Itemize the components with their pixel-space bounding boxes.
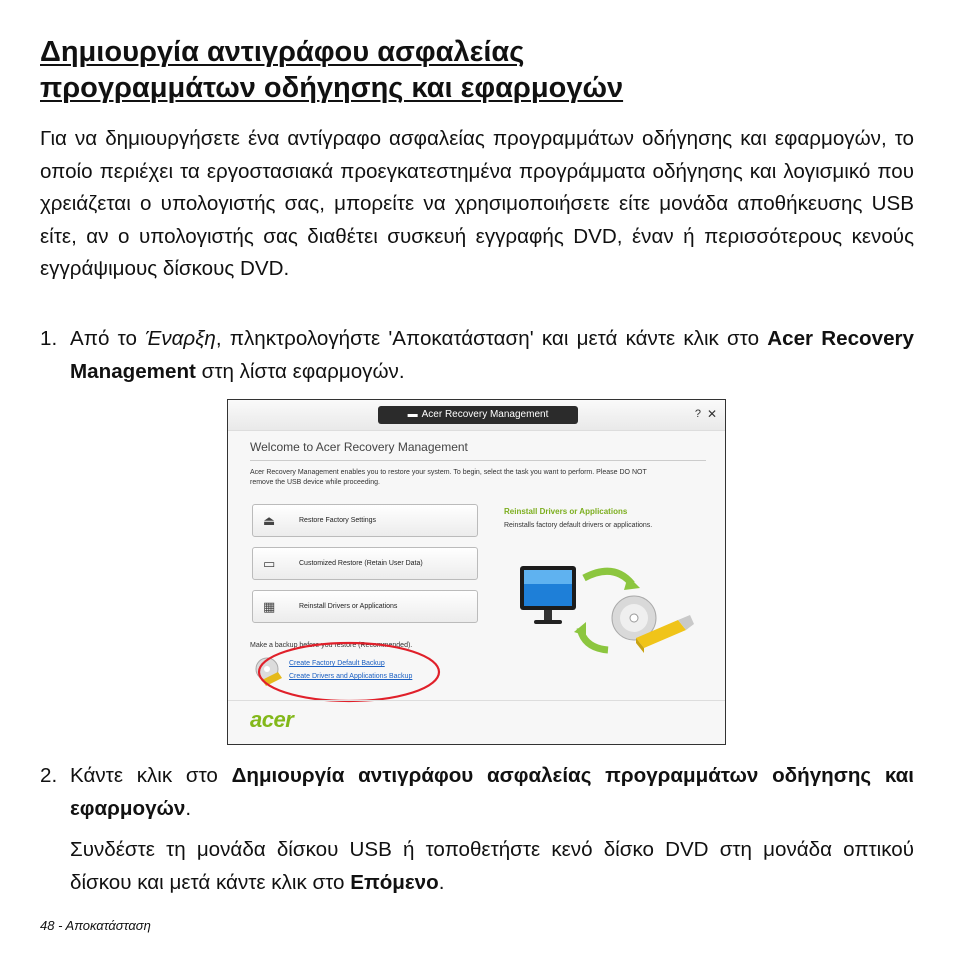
step-2b-pre: Συνδέστε τη μονάδα δίσκου USB ή τοποθετήστε κενό δίσκο DVD στη μονάδα οπτικού δίσκου και μετά κάντε κλικ στο xyxy=(70,838,914,894)
title-line-1: Δημιουργία αντιγράφου ασφαλείας xyxy=(40,36,525,68)
option-label: Customized Restore (Retain User Data) xyxy=(299,560,423,567)
step-1-post: στη λίστα εφαρμογών. xyxy=(195,359,405,383)
step-1-mid: , πληκτρολογήστε 'Αποκατάσταση' και μετά κάντε κλικ στο xyxy=(215,327,768,350)
drive-user-icon: ▭ xyxy=(263,556,276,571)
step-1-text xyxy=(70,323,914,388)
step-1-number: 1. xyxy=(40,327,58,350)
footer-divider xyxy=(228,700,725,701)
step-2-text xyxy=(70,760,914,825)
step-2-pre: Κάντε κλικ στο xyxy=(70,764,232,787)
step-1-pre: Από το xyxy=(70,327,146,350)
step-2-post: . xyxy=(185,796,192,820)
step-2-number: 2. xyxy=(40,764,58,787)
restore-factory-settings-button[interactable] xyxy=(252,504,478,537)
step-2-instructions xyxy=(70,834,914,899)
step-2b-post: . xyxy=(438,870,445,894)
monitor-icon xyxy=(520,566,576,624)
window-titlebar xyxy=(228,400,725,431)
selected-option-description: Reinstalls factory default drivers or applications. xyxy=(504,522,653,529)
title-line-2: προγραμμάτων οδήγησης και εφαρμογών xyxy=(40,72,624,104)
drivers-grid-icon: ▦ xyxy=(263,599,276,614)
app-description: Acer Recovery Management enables you to restore your system. To begin, select the task you want to perform. Please DO NOT remove the USB device while proceeding. xyxy=(250,469,647,486)
option-label: Reinstall Drivers or Applications xyxy=(299,603,398,610)
step-2-option-name: Δημιουργία αντιγράφου ασφαλείας προγραμμάτων οδήγησης και εφαρμογών xyxy=(70,764,915,820)
backup-note: Make a backup before you restore (Recommended). xyxy=(250,642,413,649)
help-button[interactable]: ? xyxy=(694,408,701,420)
next-button-name: Επόμενο xyxy=(350,870,439,894)
highlight-circle xyxy=(256,640,442,704)
welcome-heading: Welcome to Acer Recovery Management xyxy=(250,440,468,454)
page-title xyxy=(40,34,900,106)
window-title-pill xyxy=(378,406,578,424)
create-factory-default-backup-link[interactable]: Create Factory Default Backup xyxy=(289,660,385,667)
create-drivers-apps-backup-link[interactable]: Create Drivers and Applications Backup xyxy=(289,673,413,680)
acer-logo: acer xyxy=(250,707,294,732)
selected-option-title: Reinstall Drivers or Applications xyxy=(504,507,628,516)
reinstall-illustration xyxy=(514,558,694,668)
intro-paragraph: Για να δημιουργήσετε ένα αντίγραφο ασφαλείας προγραμμάτων οδήγησης και εφαρμογών, το οποίο περιέχει τα εργοστασιακά προεγκατεστημένα προγράμματα οδήγησης και λογισμικό που χρειάζεται ο υπολογιστής σας, μπορείτε να χρησιμοποιήσετε είτε μονάδα αποθήκευσης USB είτε, αν ο υπολογιστής σας διαθέτει συσκευή εγγραφής DVD, έναν ή περισσότερους κενούς εγγράψιμους δίσκους DVD. xyxy=(40,127,914,280)
close-button[interactable]: ✕ xyxy=(706,407,717,421)
recovery-management-screenshot xyxy=(227,399,726,745)
page-footer: 48 - Αποκατάσταση xyxy=(40,918,151,933)
option-label: Restore Factory Settings xyxy=(299,517,377,524)
step-1-app-name: Acer Recovery Management xyxy=(70,327,915,383)
divider xyxy=(250,460,706,461)
customized-restore-button[interactable] xyxy=(252,547,478,580)
step-1-start-menu: Έναρξη xyxy=(145,327,216,350)
restore-drive-icon: ⏏ xyxy=(263,513,276,528)
step-1 xyxy=(40,323,914,388)
window-title: Acer Recovery Management xyxy=(421,409,549,420)
step-2 xyxy=(40,760,914,825)
reinstall-drivers-button[interactable] xyxy=(252,590,478,623)
recovery-drive-icon: ▬ xyxy=(407,409,418,420)
